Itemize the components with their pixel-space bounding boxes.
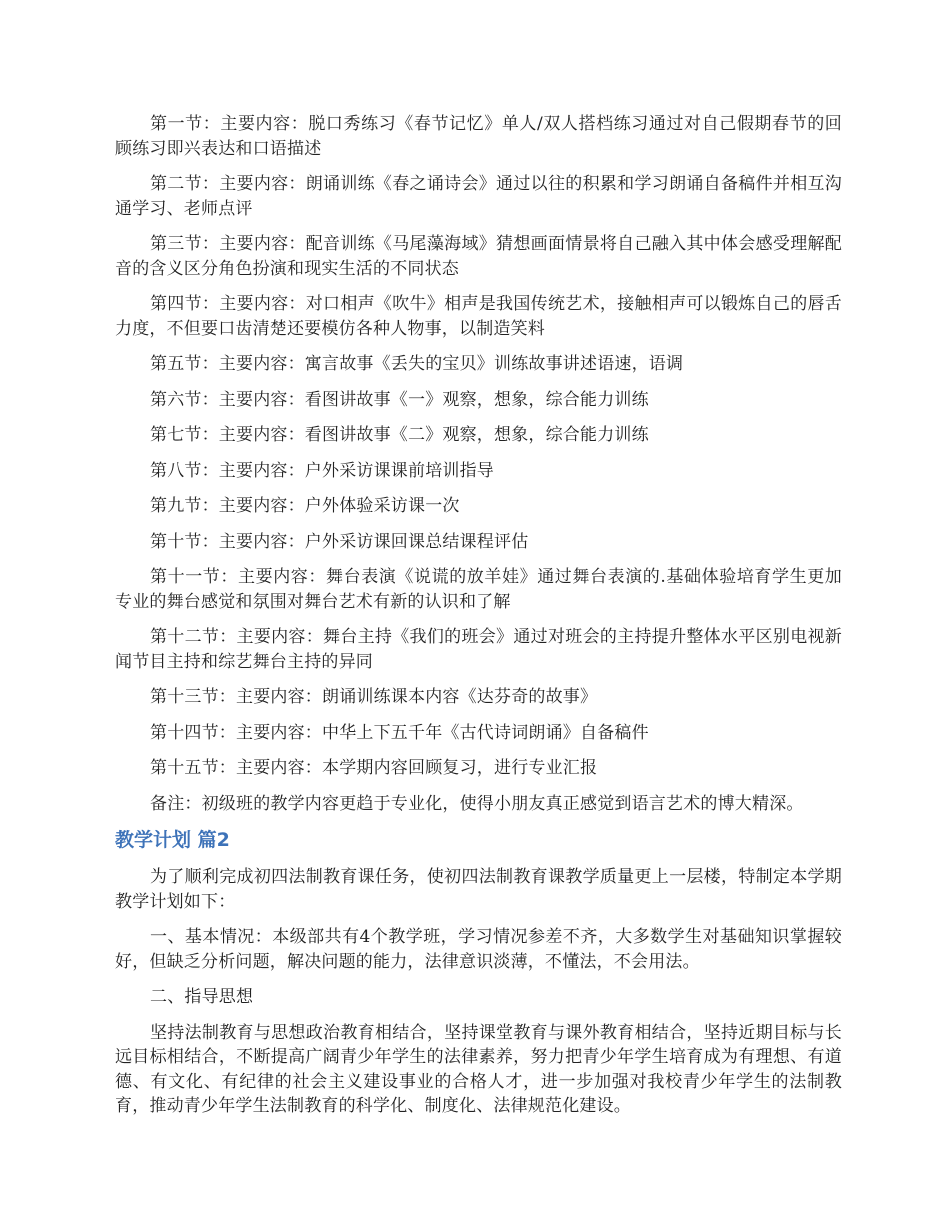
- guiding-ideology-subheading: 二、指导思想: [150, 987, 254, 1007]
- lesson-3-paragraph: 第三节：主要内容：配音训练《马尾藻海域》猜想画面情景将自己融入其中体会感受理解配音的含义区分角色扮演和现实生活的不同状态: [115, 234, 842, 279]
- lesson-4-paragraph: 第四节：主要内容：对口相声《吹牛》相声是我国传统艺术，接触相声可以锻炼自己的唇舌力度，不但要口齿清楚还要模仿各种人物事，以制造笑料: [115, 294, 842, 339]
- lesson-13-paragraph: 第十三节：主要内容：朗诵训练课本内容《达芬奇的故事》: [150, 687, 598, 707]
- section-1-body: [115, 112, 842, 816]
- guiding-ideology-paragraph: 坚持法制教育与思想政治教育相结合，坚持课堂教育与课外教育相结合，坚持近期目标与长远目标相结合，不断提高广阔青少年学生的法律素养，努力把青少年学生培育成为有理想、有道德、有文化、有纪律的社会主义建设事业的合格人才，进一步加强对我校青少年学生的法制教育，推动青少年学生法制教育的科学化、制度化、法律规范化建设。: [115, 1022, 842, 1116]
- document-page: [115, 112, 842, 1130]
- lesson-8-paragraph: 第八节：主要内容：户外采访课课前培训指导: [150, 460, 494, 481]
- lesson-5-paragraph: 第五节：主要内容：寓言故事《丢失的宝贝》训练故事讲述语速，语调: [150, 354, 684, 374]
- section-2-body: [115, 865, 842, 1119]
- lesson-14-paragraph: 第十四节：主要内容：中华上下五千年《古代诗词朗诵》自备稿件: [150, 722, 649, 743]
- remark-paragraph: 备注：初级班的教学内容更趋于专业化，使得小朋友真正感觉到语言艺术的博大精深。: [150, 793, 804, 814]
- lesson-1-paragraph: 第一节：主要内容：脱口秀练习《春节记忆》单人/双人搭档练习通过对自己假期春节的回顾练习即兴表达和口语描述: [115, 114, 842, 159]
- lesson-7-paragraph: 第七节：主要内容：看图讲故事《二》观察，想象，综合能力训练: [150, 425, 649, 445]
- lesson-9-paragraph: 第九节：主要内容：户外体验采访课一次: [150, 496, 460, 516]
- lesson-2-paragraph: 第二节：主要内容：朗诵训练《春之诵诗会》通过以往的积累和学习朗诵自备稿件并相互沟通学习、老师点评: [115, 174, 842, 219]
- lesson-12-paragraph: 第十二节：主要内容：舞台主持《我们的班会》通过对班会的主持提升整体水平区别电视新闻节目主持和综艺舞台主持的异同: [115, 627, 842, 672]
- basic-situation-paragraph: 一、基本情况：本级部共有4个教学班，学习情况参差不齐，大多数学生对基础知识掌握较好，但缺乏分析问题，解决问题的能力，法律意识淡薄，不懂法，不会用法。: [115, 927, 842, 972]
- lesson-10-paragraph: 第十节：主要内容：户外采访课回课总结课程评估: [150, 531, 529, 552]
- lesson-15-paragraph: 第十五节：主要内容：本学期内容回顾复习，进行专业汇报: [150, 758, 598, 778]
- intro-paragraph: 为了顺利完成初四法制教育课任务，使初四法制教育课教学质量更上一层楼，特制定本学期教学计划如下：: [115, 867, 842, 912]
- lesson-6-paragraph: 第六节：主要内容：看图讲故事《一》观察，想象，综合能力训练: [150, 389, 649, 410]
- lesson-11-paragraph: 第十一节：主要内容：舞台表演《说谎的放羊娃》通过舞台表演的.基础体验培育学生更加专业的舞台感觉和氛围对舞台艺术有新的认识和了解: [115, 567, 842, 612]
- section-2-heading: 教学计划 篇2: [115, 829, 230, 851]
